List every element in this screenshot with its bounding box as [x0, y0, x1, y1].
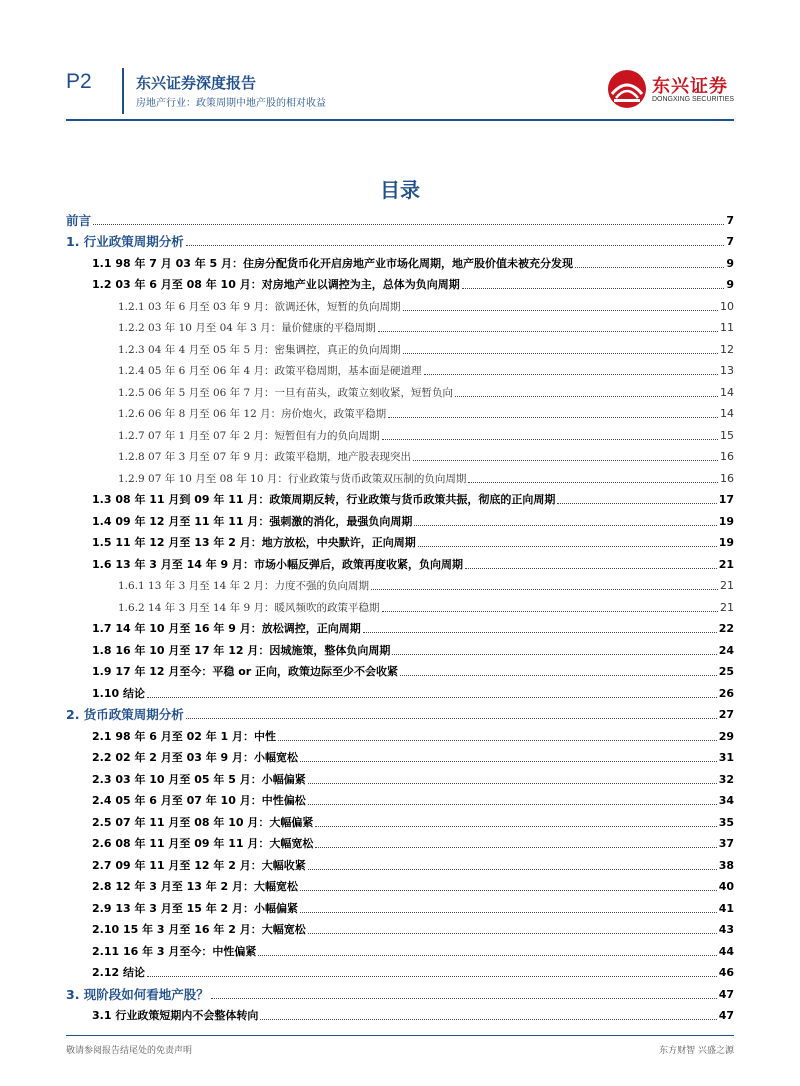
toc-entry-label: 1.2.9 07 年 10 月至 08 年 10 月：行业政策与货币政策双压制的负向周期	[118, 472, 467, 485]
toc-entry-label: 2.10 15 年 3 月至 16 年 2 月：大幅宽松	[92, 923, 306, 936]
toc-leader-dots	[315, 847, 716, 848]
toc-entry[interactable]	[66, 787, 734, 809]
toc-entry[interactable]	[66, 507, 734, 529]
toc-leader-dots	[388, 417, 718, 418]
toc-entry-page: 17	[718, 493, 734, 506]
toc-leader-dots	[371, 589, 718, 590]
page-number: P2	[66, 70, 92, 93]
toc-entry[interactable]	[66, 529, 734, 551]
toc-entry[interactable]	[66, 357, 734, 379]
toc-entry[interactable]	[66, 421, 734, 443]
toc-entry-page: 37	[718, 837, 734, 850]
toc-entry[interactable]	[66, 249, 734, 271]
toc-entry-page: 40	[718, 880, 734, 893]
toc-entry-page: 35	[718, 815, 734, 829]
header-rule	[66, 119, 734, 121]
toc-entry[interactable]	[66, 400, 734, 422]
toc-entry[interactable]	[66, 808, 734, 830]
toc-entry-page: 29	[718, 729, 734, 743]
toc-entry-label: 2.12 结论	[92, 966, 145, 979]
toc-leader-dots	[260, 1019, 716, 1020]
toc-leader-dots	[378, 331, 718, 332]
toc-leader-dots	[468, 482, 718, 483]
toc-entry-page: 7	[726, 213, 734, 227]
toc-entry-label: 1.9 17 年 12 月至今：平稳 or 正向，政策边际至少不会收紧	[92, 665, 399, 678]
toc-leader-dots	[575, 267, 724, 268]
toc-leader-dots	[147, 976, 717, 977]
toc-entry-label: 1.6.1 13 年 3 月至 14 年 2 月：力度不强的负向周期	[118, 580, 369, 592]
toc-entry-page: 43	[718, 923, 734, 936]
toc-leader-dots	[462, 288, 725, 289]
toc-entry-page: 9	[726, 278, 734, 291]
toc-leader-dots	[186, 245, 725, 246]
toc-leader-dots	[382, 439, 719, 440]
toc-entry-label: 2.1 98 年 6 月至 02 年 1 月：中性	[92, 729, 277, 743]
toc-entry-page: 22	[718, 622, 734, 635]
toc-entry[interactable]	[66, 980, 734, 1002]
dongxing-logo	[606, 68, 735, 114]
toc-entry-label: 1.2.6 06 年 8 月至 06 年 12 月：房价炮火，政策平稳期	[118, 408, 387, 420]
toc-entry-label: 2.4 05 年 6 月至 07 年 10 月：中性偏松	[92, 794, 306, 807]
toc-entry[interactable]	[66, 314, 734, 336]
toc-leader-dots	[424, 374, 719, 375]
toc-leader-dots	[557, 503, 716, 504]
toc-leader-dots	[392, 654, 716, 655]
toc-leader-dots	[186, 718, 717, 719]
toc-entry-page: 27	[718, 708, 734, 721]
toc-entry-page: 32	[718, 772, 734, 786]
toc-entry-label: 2.9 13 年 3 月至 15 年 2 月：小幅偏紧	[92, 901, 299, 915]
toc-entry-page: 13	[720, 364, 734, 377]
toc-entry-label: 2. 货币政策周期分析	[66, 707, 184, 722]
toc-entry-label: 3. 现阶段如何看地产股？	[66, 986, 209, 1002]
toc-entry-label: 1.2 03 年 6 月至 08 年 10 月：对房地产业以调控为主，总体为负向周期	[92, 278, 460, 291]
toc-entry-label: 1.2.1 03 年 6 月至 03 年 9 月：欲调还休，短暂的负向周期	[118, 300, 401, 313]
logo-english-name: DONGXING SECURITIES	[652, 96, 735, 103]
toc-leader-dots	[403, 310, 719, 311]
toc-entry-label: 1.2.3 04 年 4 月至 05 年 5 月：密集调控，真正的负向周期	[118, 343, 401, 356]
toc-entry-label: 2.6 08 年 11 月至 09 年 11 月：大幅宽松	[92, 837, 314, 850]
toc-entry[interactable]	[66, 292, 734, 314]
toc-entry-page: 21	[720, 579, 734, 592]
toc-leader-dots	[363, 632, 717, 633]
toc-leader-dots	[308, 804, 717, 805]
toc-entry[interactable]	[66, 701, 734, 723]
toc-leader-dots	[300, 890, 717, 891]
toc-entry[interactable]	[66, 486, 734, 508]
toc-entry-page: 41	[718, 901, 734, 915]
toc-leader-dots	[403, 353, 719, 354]
logo-name: 东兴证券	[652, 76, 728, 97]
toc-entry[interactable]	[66, 679, 734, 701]
toc-entry[interactable]	[66, 830, 734, 852]
toc-leader-dots	[382, 611, 719, 612]
toc-entry-label: 1.1 98 年 7 月 03 年 5 月：住房分配货币化开启房地产业市场化周期，地产股价值未被充分发现	[92, 256, 574, 270]
toc-entry[interactable]	[66, 916, 734, 938]
toc-entry-label: 1.2.8 07 年 3 月至 07 年 9 月：政策平稳期，地产股表现突出	[118, 451, 411, 463]
toc-leader-dots	[300, 761, 717, 762]
toc-entry-label: 1.5 11 年 12 月至 13 年 2 月：地方放松，中央默许，正向周期	[92, 536, 416, 549]
toc-leader-dots	[315, 826, 716, 827]
toc-leader-dots	[258, 955, 716, 956]
toc-leader-dots	[455, 396, 718, 397]
toc-entry-label: 前言	[66, 212, 92, 228]
toc-entry-label: 2.5 07 年 11 月至 08 年 10 月：大幅偏紧	[92, 815, 314, 829]
toc-entry[interactable]	[66, 722, 734, 744]
toc-entry-page: 31	[718, 751, 734, 764]
toc-entry-page: 7	[726, 235, 734, 248]
toc-entry[interactable]	[66, 658, 734, 680]
toc-entry-page: 46	[718, 966, 734, 979]
toc-leader-dots	[308, 869, 717, 870]
toc-entry-page: 9	[726, 256, 734, 270]
logo-mark-icon	[606, 68, 648, 110]
toc-entry-label: 2.8 12 年 3 月至 13 年 2 月：大幅宽松	[92, 880, 299, 893]
toc-entry-page: 15	[720, 428, 734, 442]
toc-entry[interactable]	[66, 1002, 734, 1024]
toc-entry[interactable]	[66, 271, 734, 293]
toc-entry-page: 16	[720, 471, 734, 485]
toc-entry-page: 26	[718, 686, 734, 700]
toc-entry-page: 19	[718, 514, 734, 528]
toc-entry[interactable]	[66, 443, 734, 465]
toc-entry[interactable]	[66, 572, 734, 594]
toc-entry-label: 1.10 结论	[92, 686, 145, 700]
toc-entry-page: 38	[718, 858, 734, 872]
toc-entry-page: 34	[718, 794, 734, 807]
toc-entry-label: 1.2.4 05 年 6 月至 06 年 4 月：政策平稳周期，基本面是硬道理	[118, 365, 422, 377]
toc-leader-dots	[278, 740, 717, 741]
toc-entry-page: 21	[720, 600, 734, 614]
toc-title: 目录	[380, 178, 420, 202]
toc-entry[interactable]	[66, 206, 734, 228]
toc-entry[interactable]	[66, 765, 734, 787]
toc-entry[interactable]	[66, 636, 734, 658]
toc-entry-label: 1.2.5 06 年 5 月至 06 年 7 月：一旦有苗头，政策立刻收紧，短暂负向	[118, 386, 453, 399]
header-divider	[122, 68, 124, 114]
toc-entry-label: 1.8 16 年 10 月至 17 年 12 月：因城施策，整体负向周期	[92, 643, 391, 657]
toc-entry[interactable]	[66, 335, 734, 357]
toc-entry-page: 25	[718, 665, 734, 678]
toc-entry[interactable]	[66, 959, 734, 981]
toc-entry-page: 14	[720, 407, 734, 420]
report-title: 东兴证券深度报告	[136, 74, 257, 92]
footer-rule	[66, 1035, 734, 1036]
toc-leader-dots	[300, 912, 717, 913]
toc-entry[interactable]	[66, 550, 734, 572]
toc-entry-page: 47	[718, 1009, 734, 1022]
toc-entry-page: 16	[720, 450, 734, 463]
toc-leader-dots	[308, 783, 717, 784]
toc-leader-dots	[418, 546, 717, 547]
toc-entry-label: 3.1 行业政策短期内不会整体转向	[92, 1009, 259, 1022]
toc-entry-label: 1.6 13 年 3 月至 14 年 9 月：市场小幅反弹后，政策再度收紧，负向周期	[92, 557, 464, 571]
toc-entry[interactable]	[66, 937, 734, 959]
toc-entry-label: 1.3 08 年 11 月到 09 年 11 月：政策周期反转，行业政策与货币政策共振，彻底的正向周期	[92, 493, 556, 506]
report-subtitle: 房地产行业：政策周期中地产股的相对收益	[136, 98, 326, 109]
toc-entry-label: 2.11 16 年 3 月至今：中性偏紧	[92, 944, 257, 958]
toc-entry-page: 21	[718, 557, 734, 571]
toc-entry-page: 47	[718, 987, 734, 1001]
toc-entry-label: 1. 行业政策周期分析	[66, 234, 184, 249]
toc-leader-dots	[400, 675, 717, 676]
toc-entry[interactable]	[66, 894, 734, 916]
footer-disclaimer: 敬请参阅报告结尾处的免责声明	[66, 1046, 193, 1056]
footer-slogan: 东方财智 兴盛之源	[659, 1046, 734, 1056]
toc-leader-dots	[147, 697, 717, 698]
toc-entry-label: 2.3 03 年 10 月至 05 年 5 月：小幅偏紧	[92, 772, 306, 786]
table-of-contents	[66, 206, 734, 1023]
toc-entry-page: 24	[718, 643, 734, 657]
toc-entry[interactable]	[66, 378, 734, 400]
toc-entry[interactable]	[66, 873, 734, 895]
toc-entry-label: 2.2 02 年 2 月至 03 年 9 月：小幅宽松	[92, 751, 299, 764]
toc-entry-page: 12	[720, 342, 734, 356]
toc-entry-page: 11	[720, 321, 734, 334]
toc-leader-dots	[93, 224, 724, 225]
toc-entry-page: 10	[720, 299, 734, 313]
toc-entry[interactable]	[66, 464, 734, 486]
toc-entry-label: 1.4 09 年 12 月至 11 年 11 月：强刺激的消化，最强负向周期	[92, 514, 413, 528]
toc-entry-page: 19	[718, 536, 734, 549]
toc-entry-page: 44	[718, 944, 734, 958]
toc-entry[interactable]	[66, 615, 734, 637]
toc-leader-dots	[211, 998, 717, 999]
toc-entry-label: 1.2.7 07 年 1 月至 07 年 2 月：短暂但有力的负向周期	[118, 429, 380, 442]
toc-entry-label: 1.2.2 03 年 10 月至 04 年 3 月：量价健康的平稳周期	[118, 322, 376, 334]
toc-entry-label: 2.7 09 年 11 月至 12 年 2 月：大幅收紧	[92, 858, 306, 872]
toc-entry[interactable]	[66, 593, 734, 615]
toc-leader-dots	[413, 460, 718, 461]
toc-leader-dots	[414, 525, 716, 526]
toc-leader-dots	[465, 568, 717, 569]
toc-entry[interactable]	[66, 851, 734, 873]
toc-entry-label: 1.7 14 年 10 月至 16 年 9 月：放松调控，正向周期	[92, 622, 361, 635]
toc-leader-dots	[308, 933, 717, 934]
toc-entry-label: 1.6.2 14 年 3 月至 14 年 9 月：暖风频吹的政策平稳期	[118, 601, 380, 614]
toc-entry-page: 14	[720, 385, 734, 399]
toc-entry[interactable]	[66, 228, 734, 250]
toc-entry[interactable]	[66, 744, 734, 766]
